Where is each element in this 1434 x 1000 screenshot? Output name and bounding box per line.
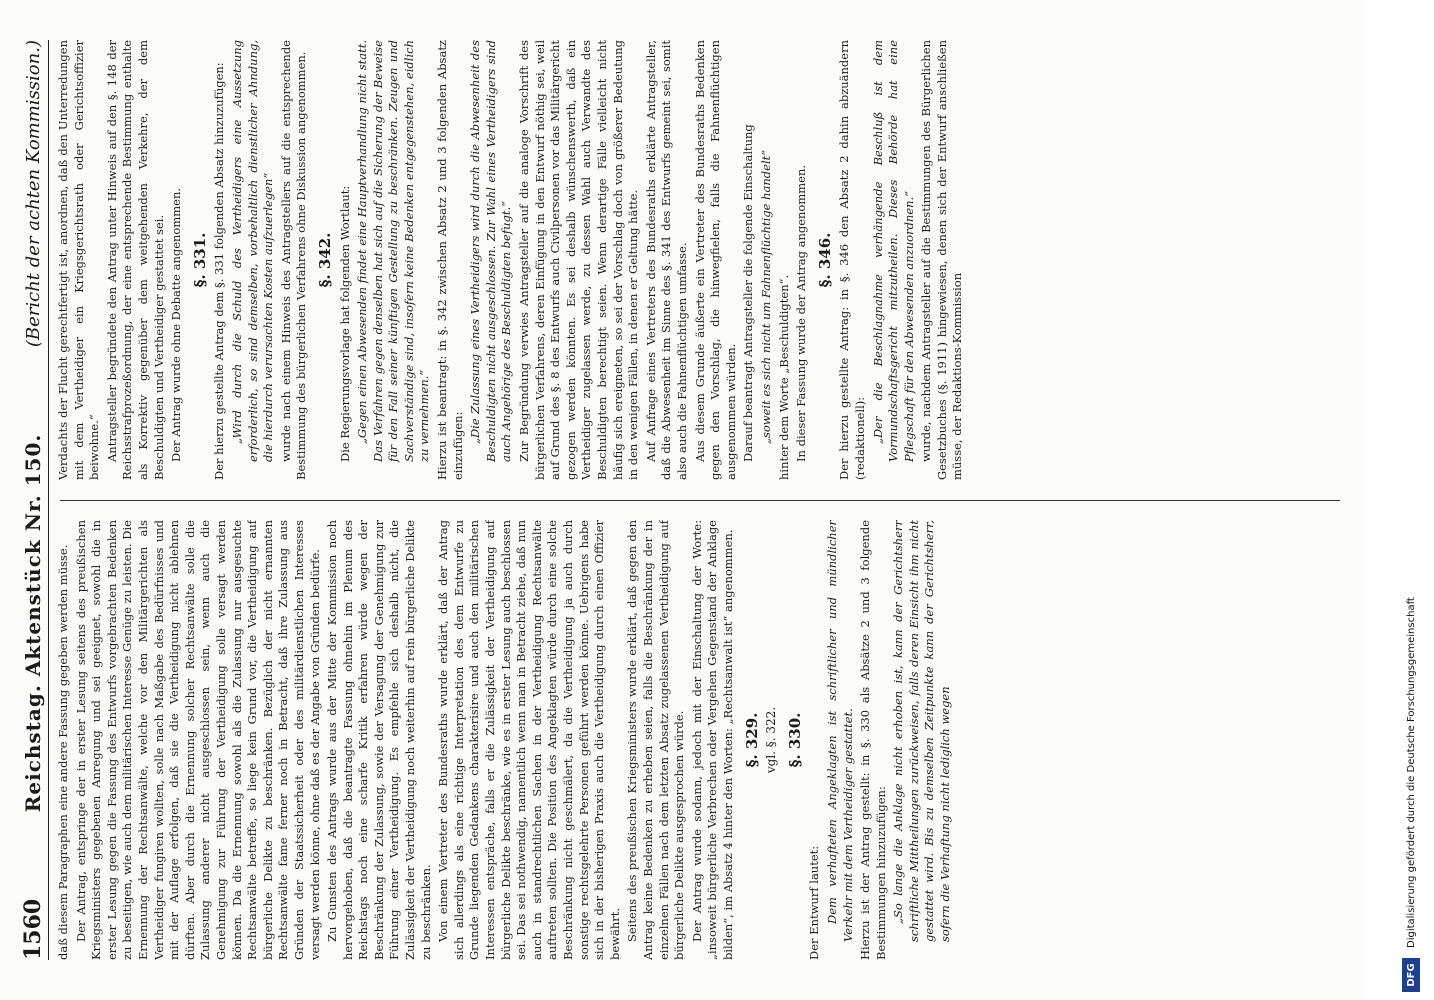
section-reference: vgl. §. 322. (764, 706, 779, 774)
paragraph: Aus diesem Grunde äußerte ein Vertreter des Bundesraths Bedenken gegen den Vorschlag, die hinwegfielen, falls die Fahnenflüchtigen ausgenommen würden. (692, 40, 738, 480)
paragraph: wurde, nachdem Antragsteller auf die Bestimmungen des Bürgerlichen Gesetzbuches (§. 1911) hingewiesen, denen sich der Entwurf anschließen müsse, der Redaktions-Kommission (919, 40, 965, 480)
quoted-text: „Gegen einen Abwesenden findet eine Hauptverhandlung nicht statt. Das Verfahren gegen denselben hat sich auf die Sicherung der Beweise für den Fall seiner künftigen Gestellung zu beschränken. Zeugen und Sachverständige sind, insofern keine Bedenken entgegenstehen, eidlich zu vernehmen.“ (355, 40, 432, 462)
section-heading: §. 330. (785, 712, 804, 768)
paragraph: Der Entwurf lautet: (807, 845, 822, 960)
paragraph: Zu Gunsten des Antrags wurde aus der Mitte der Kommission noch hervorgehoben, daß die beantragte Fassung ohnehin im Plenum des Reichstags noch eine scharfe Kritik erfahren würde wegen der Beschränkung der Zulassung, sowie der Versagung der Genehmigung zur Führung einer Vertheidigung. Es empfehle sich deshalb nicht, die Zulässigkeit der Vertheidigung noch weiterhin auf rein bürgerliche Delikte zu beschränken. (325, 520, 433, 960)
dfg-logo: DFG (1402, 958, 1420, 992)
page-number: 1560 (20, 898, 46, 960)
paragraph: Hierzu ist beantragt: in §. 342 zwischen Absatz 2 und 3 folgenden Absatz einzufügen: (435, 40, 465, 480)
paragraph: daß diesem Paragraphen eine andere Fassung gegeben werden müsse. (56, 544, 70, 960)
paragraph: Der Antrag wurde ohne Debatte angenommen. (169, 187, 184, 462)
paragraph: Auf Anfrage eines Vertreters des Bundesraths erklärte Antragsteller, daß die Abwesenheit im Sinne des §. 341 des Entwurfs gemeint sei, somit also auch die Fahnenflüchtigen umfasse. (643, 40, 689, 480)
paragraph: Der Antrag wurde sodann, jedoch mit der Einschaltung der Worte: „insoweit bürgerliche Verbrechen oder Vergehen Gegenstand der Anklage bilden“, im Absatz 4 hinter den Worten: „Rechtsanwalt ist“ angenommen. (689, 520, 735, 960)
paragraph: Darauf beantragt Antragsteller die folgende Einschaltung (741, 124, 756, 462)
paragraph: Der hierzu gestellte Antrag dem §. 331 folgenden Absatz hinzuzufügen: (212, 62, 227, 480)
section-heading: §. 342. (315, 232, 334, 288)
paragraph: Die Regierungsvorlage hat folgenden Wortlaut: (337, 185, 352, 462)
paragraph: wurde nach einem Hinweis des Antragstellers auf die entsprechende Bestimmung des bürgerlichen Verfahrens ohne Diskussion angenommen. (278, 40, 309, 480)
quoted-text: „Wird durch die Schuld des Vertheidigers eine Aussetzung erforderlich, so sind demselben, vorbehaltlich dienstlicher Ahndung, die hierdurch verursachten Kosten aufzuerlegen“ (229, 40, 276, 462)
paragraph: Hierzu ist der Antrag gestellt: in §. 330 als Absätze 2 und 3 folgende Bestimmungen hinzuzufügen: (858, 520, 888, 960)
quoted-text: „Die Zulassung eines Vertheidigers wird durch die Abwesenheit des Beschuldigten nicht ausgeschlossen. Zur Wahl eines Vertheidigers sind auch Angehörige des Beschuldigten befugt.“ (468, 40, 514, 462)
footer-credit: Digitalisierung gefördert durch die Deutsche Forschungsgemeinschaft (1405, 597, 1417, 948)
header-subtitle: (Bericht der achten Kommission.) (22, 40, 44, 348)
paragraph: Der hierzu gestellte Antrag: in §. 346 den Absatz 2 dahin abzuändern (redaktionell): (837, 40, 867, 480)
quoted-text: „soweit es sich nicht um Fahnenflüchtige handelt“ (758, 149, 773, 444)
header-title: Reichstag. Aktenstück Nr. 150. (21, 433, 45, 813)
paragraph: hinter dem Worte „Beschuldigten“. (776, 274, 791, 480)
paragraph: Von einem Vertreter des Bundesraths wurde erklärt, daß der Antrag sich allerdings als eine richtige Interpretation des dem Entwurfe zu Grunde liegenden Gedankens charakterisire und auch den militärischen Interessen entspräche, falls er die Zulässigkeit der Vertheidigung auf bürgerliche Delikte beschränke, wie es in erster Lesung auch beschlossen sei. Das sei nothwendig, namentlich wenn man in Betracht ziehe, daß nun auch in standrechtlichen Sachen in der Vertheidigung Rechtsanwälte auftreten sollten. Die Position des Angeklagten würde durch eine solche Beschränkung nicht geschmälert, da die Vertheidigung ja auch durch sonstige rechtsgelehrte Personen geführt werden könne. Uebrigens habe sich in der bisherigen Praxis auch die Vertheidigung durch einen Offizier bewährt. (436, 520, 622, 960)
section-heading: §. 331. (190, 232, 209, 288)
column-divider (60, 500, 1340, 501)
section-heading: §. 346. (815, 232, 834, 288)
left-column (56, 520, 1346, 960)
quoted-text: „So lange die Anklage nicht erhoben ist, kann der Gerichtsherr schriftliche Mittheilungen zurückweisen, falls deren Einsicht ihm nicht gestattet wird. Bis zu demselben Zeitpunkte kann der Gerichtsherr, sofern die Verhaftung nicht lediglich wegen (891, 520, 953, 942)
paragraph: Seitens des preußischen Kriegsministers wurde erklärt, daß gegen den Antrag keine Bedenken zu erheben seien, falls die Beschränkung der in einzelnen Fällen nach dem letzten Absatz zugelassenen Vertheidigung auf bürgerliche Delikte ausgesprochen würde. (625, 520, 687, 960)
paragraph: Zur Begründung verwies Antragsteller auf die analoge Vorschrift des bürgerlichen Verfahrens, deren Einfügung in den Entwurf nöthig sei, weil auf Grund des §. 8 des Entwurfs auch Civilpersonen vor das Militärgericht gezogen werden könnten. Es sei deshalb wünschenswerth, daß ein Vertheidiger zugelassen werde, zu dessen Wahl auch Verwandte des Beschuldigten berechtigt seien. Wenn derartige Fälle vielleicht nicht häufig sich ereigneten, so sei der Vorschlag doch von größerer Bedeutung in den wenigen Fällen, in denen er Geltung hätte. (517, 40, 641, 480)
paragraph: In dieser Fassung wurde der Antrag angenommen. (794, 164, 809, 462)
running-header (18, 40, 49, 960)
right-column (56, 40, 1346, 480)
section-heading: §. 329. (742, 712, 761, 768)
paragraph: Der Antrag, entspringe der in erster Lesung seitens des preußischen Kriegsministers gegebenen Anregung und sei geeignet, sowohl die in erster Lesung gegen die Fassung des Entwurfs vorgebrachten Bedenken zu beseitigen, wie auch dem militärischen Interesse Genüge zu leisten. Die Ernennung der Rechtsanwälte, welche vor den Militärgerichten als Vertheidiger fungiren wollten, solle nach Maßgabe des Bedürfnisses und mit der Auflage erfolgen, daß sie die Vertheidigung nicht ablehnen dürften. Aber durch die Ernennung solcher Rechtsanwälte solle die Zulassung anderer nicht ausgeschlossen sein, wenn auch die Genehmigung zur Führung der Vertheidigung solle versagt werden können. Da die Ernennung sowohl als die Zulassung nur ausgesuchte Rechtsanwälte betreffe, so liege kein Grund vor, die Vertheidigung auf bürgerliche Delikte zu beschränken. Bezüglich der nicht ernannten Rechtsanwälte fame ferner noch in Betracht, daß ihre Zulassung aus Gründen der Staatssicherheit oder des militärdienstlichen Interesses versagt werden könne, ohne daß es der Angabe von Gründen bedürfe. (73, 520, 322, 960)
paragraph: Antragsteller begründete den Antrag unter Hinweis auf den §. 148 der Reichsstrafprozeßordnung, der eine entsprechende Bestimmung enthalte als Korrektiv gegenüber dem weitgehenden Verkehre, der dem Beschuldigten und Vertheidiger gestattet sei. (104, 40, 166, 480)
quoted-text: „Der die Beschlagnahme verhängende Beschluß ist dem Vormundschaftsgericht mitzutheilen. Dieses Behörde hat eine Pflegschaft für den Abwesenden anzuordnen.“ (870, 40, 916, 462)
quoted-text: Dem verhafteten Angeklagten ist schriftlicher und mündlicher Verkehr mit dem Vertheidiger gestattet. (824, 520, 855, 942)
paragraph: Verdachts der Flucht gerechtfertigt ist, anordnen, daß den Unterredungen mit dem Vertheidiger ein Kriegsgerichtsrath oder Gerichtsoffizier beiwohne.“ (56, 40, 102, 480)
footer-strip (1388, 0, 1434, 1000)
